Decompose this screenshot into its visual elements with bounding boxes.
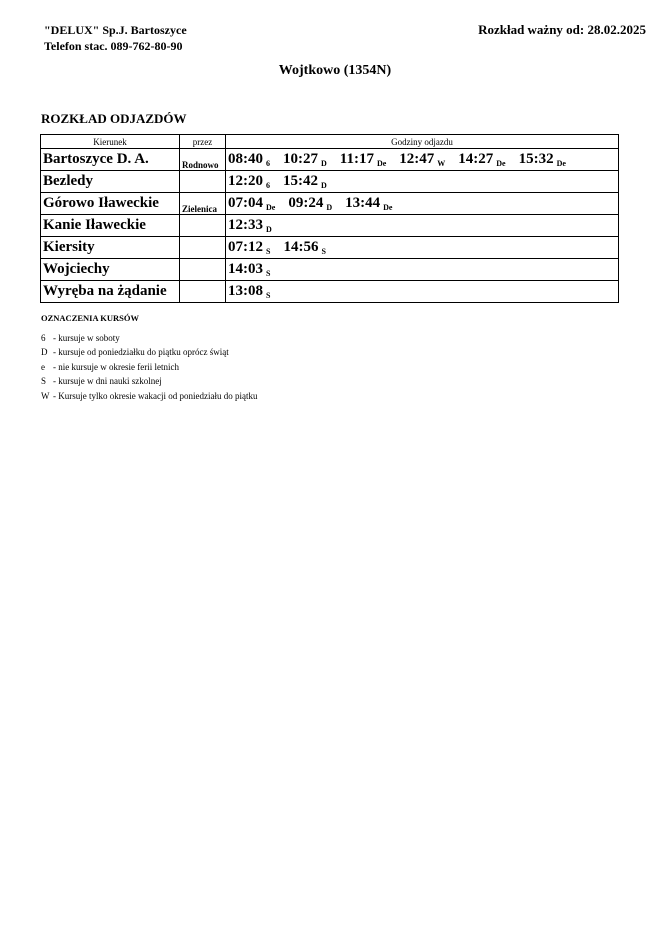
departure xyxy=(288,195,332,211)
departure-time: 07:12 xyxy=(228,239,263,255)
departure-time: 14:27 xyxy=(458,151,494,167)
departure-time: 15:32 xyxy=(518,151,554,167)
header-times: Godziny odjazdu xyxy=(226,135,619,149)
departure xyxy=(399,151,445,167)
company-name: "DELUX" Sp.J. Bartoszyce xyxy=(44,23,187,37)
legend-code: e xyxy=(41,361,45,372)
direction-cell: Kanie Iławeckie xyxy=(41,215,180,237)
via-cell xyxy=(180,259,226,281)
legend-text: - kursuje od poniedziałku do piątku oprócz świąt xyxy=(53,347,229,357)
departure xyxy=(458,151,505,167)
legend-item xyxy=(41,374,257,389)
departure-code: S xyxy=(266,291,271,300)
departure xyxy=(228,173,270,189)
table-row xyxy=(41,193,619,215)
departure xyxy=(283,151,327,167)
departure-code: D xyxy=(321,181,327,190)
departures-cell xyxy=(226,259,619,281)
stop-title: Wojtkowo (1354N) xyxy=(278,63,392,78)
departure-code: S xyxy=(266,247,271,256)
legend-code: D xyxy=(41,347,48,357)
departure xyxy=(228,217,272,233)
via-cell: Rodnowo xyxy=(180,149,226,171)
departure xyxy=(340,151,387,167)
departures-cell xyxy=(226,237,619,259)
legend-item xyxy=(41,389,257,404)
via-cell xyxy=(180,215,226,237)
table-row xyxy=(41,259,619,281)
legend-title: OZNACZENIA KURSÓW xyxy=(41,313,140,323)
departure-time: 12:47 xyxy=(399,151,435,167)
legend-items xyxy=(41,331,257,404)
departures-cell xyxy=(226,193,619,215)
timetable-header-row xyxy=(41,135,619,149)
table-row xyxy=(41,171,619,193)
legend-text: - kursuje w dni nauki szkolnej xyxy=(53,376,162,386)
departure-time: 12:33 xyxy=(228,217,263,233)
legend-item xyxy=(41,360,257,375)
departure-time: 11:17 xyxy=(339,151,374,167)
table-row xyxy=(41,237,619,259)
departure-time: 08:40 xyxy=(228,151,263,167)
table-row xyxy=(41,149,619,171)
legend-code: S xyxy=(41,376,47,386)
departures-cell xyxy=(226,215,619,237)
legend-text: - Kursuje tylko okresie wakacji od poniedziału do piątku xyxy=(53,390,258,401)
legend-text: - kursuje w soboty xyxy=(53,332,120,343)
departure-code: 6 xyxy=(266,159,270,168)
legend-text: - nie kursuje w okresie ferii letnich xyxy=(53,361,179,372)
header-direction: Kierunek xyxy=(41,135,180,149)
timetable xyxy=(40,134,619,303)
via-cell xyxy=(180,171,226,193)
departure-code: W xyxy=(437,159,446,168)
departure-code: De xyxy=(496,159,506,168)
departure-code: S xyxy=(321,247,326,256)
departure-code: S xyxy=(266,269,271,278)
direction-cell: Górowo Iławeckie xyxy=(41,193,180,215)
departures-cell xyxy=(226,149,619,171)
table-row xyxy=(41,215,619,237)
company-phone: Telefon stac. 089-762-80-90 xyxy=(44,39,183,53)
legend xyxy=(41,311,257,403)
departure xyxy=(519,151,566,167)
departure-time: 12:20 xyxy=(228,173,263,189)
section-title: ROZKŁAD ODJAZDÓW xyxy=(41,111,187,126)
departure-code: D xyxy=(266,225,272,234)
departure-code: De xyxy=(556,159,566,168)
departure-code: De xyxy=(376,159,387,168)
departure xyxy=(228,195,275,211)
direction-cell: Bezledy xyxy=(41,171,180,193)
departure xyxy=(345,195,392,211)
departure xyxy=(283,173,327,189)
direction-cell: Wojciechy xyxy=(41,259,180,281)
departure-code: De xyxy=(383,203,393,212)
table-row xyxy=(41,281,619,303)
direction-cell: Wyręba na żądanie xyxy=(41,281,180,303)
via-cell xyxy=(180,281,226,303)
company-header xyxy=(44,22,187,54)
departure xyxy=(228,151,270,167)
departure xyxy=(228,283,270,299)
departure xyxy=(283,239,325,255)
departure-code: D xyxy=(326,203,333,212)
header-via: przez xyxy=(180,135,226,149)
departure-time: 14:56 xyxy=(283,239,319,255)
departures-cell xyxy=(226,281,619,303)
departure-code: D xyxy=(321,159,327,168)
departure-time: 07:04 xyxy=(228,195,263,211)
timetable-body xyxy=(41,149,619,303)
via-cell: Zielenica xyxy=(180,193,226,215)
departure-code: 6 xyxy=(266,181,270,190)
direction-cell: Bartoszyce D. A. xyxy=(41,149,180,171)
via-cell xyxy=(180,237,226,259)
departure xyxy=(228,261,270,277)
legend-item xyxy=(41,345,257,360)
direction-cell: Kiersity xyxy=(41,237,180,259)
legend-item xyxy=(41,331,257,346)
departure-time: 09:24 xyxy=(288,195,324,211)
departure-time: 15:42 xyxy=(283,173,318,189)
departure-time: 13:08 xyxy=(228,283,263,299)
departures-cell xyxy=(226,171,619,193)
departure-time: 13:44 xyxy=(345,195,381,211)
legend-code: W xyxy=(41,390,50,401)
legend-code: 6 xyxy=(41,332,46,343)
departure-time: 14:03 xyxy=(228,261,263,277)
departure-code: De xyxy=(266,203,276,212)
valid-from: Rozkład ważny od: 28.02.2025 xyxy=(478,22,646,37)
departure-time: 10:27 xyxy=(283,151,318,167)
departure xyxy=(228,239,270,255)
